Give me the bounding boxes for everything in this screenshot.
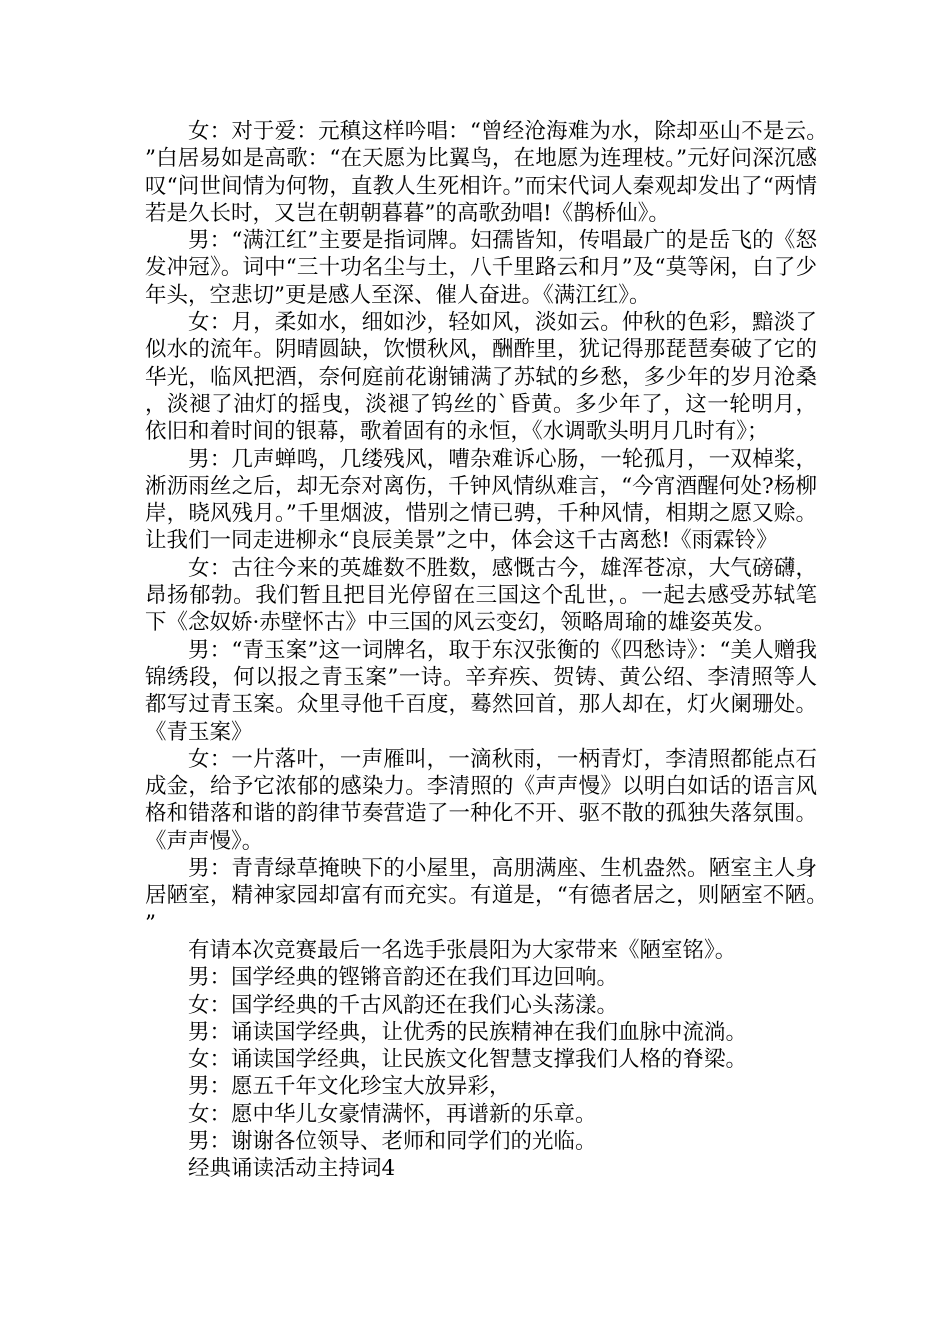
paragraph-male-manjianghong: 男：“满江红”主要是指词牌。妇孺皆知，传唱最广的是岳飞的《怒发冲冠》。词中“三十功名尘与土，八千里路云和月”及“莫等闲，白了少年头，空悲切”更是感人至深、催人奋进。《满江红》。 <box>145 228 817 308</box>
paragraph-female-chibi: 女：古往今来的英雄数不胜数，感慨古今，雄浑苍凉，大气磅礴，昂扬郁勃。我们暂且把目光停留在三国这个乱世，。一起去感受苏轼笔下《念奴娇·赤壁怀古》中三国的风云变幻，领略周瑜的雄姿英发。 <box>145 555 817 636</box>
line-male-3: 男：愿五千年文化珍宝大放异彩， <box>188 1074 511 1100</box>
paragraph-female-shengshengman: 女：一片落叶，一声雁叫，一滴秋雨，一柄青灯，李清照都能点石成金，给予它浓郁的感染力。李清照的《声声慢》以明白如话的语言风格和错落和谐的韵律节奏营造了一种化不开、驱不散的孤独失落氛围。《声声慢》。 <box>145 746 817 854</box>
line-female-3: 女：愿中华儿女豪情满怀，再谱新的乐章。 <box>188 1101 597 1127</box>
section-heading: 经典诵读活动主持词4 <box>188 1156 396 1182</box>
paragraph-male-yulinling: 男：几声蝉鸣，几缕残风，嘈杂难诉心肠，一轮孤月，一双棹桨，淅沥雨丝之后，却无奈对离伤，千钟风情纵难言，“今宵酒醒何处?杨柳岸，晓风残月。”千里烟波，惜别之情已骋，千种风情，相期之愿又赊。让我们一同走进柳永“良辰美景”之中，体会这千古离愁!《雨霖铃》 <box>145 446 817 554</box>
paragraph-female-love: 女：对于爱：元稹这样吟唱：“曾经沧海难为水，除却巫山不是云。”白居易如是高歌：“在天愿为比翼鸟，在地愿为连理枝。”元好问深沉感叹“问世间情为何物，直教人生死相许。”而宋代词人秦观却发出了“两情若是久长时，又岂在朝朝暮暮”的高歌劲唱!《鹊桥仙》。 <box>145 119 817 226</box>
line-female-1: 女：国学经典的千古风韵还在我们心头荡漾。 <box>188 992 619 1018</box>
line-male-4: 男：谢谢各位领导、老师和同学们的光临。 <box>188 1128 597 1154</box>
line-invite: 有请本次竞赛最后一名选手张晨阳为大家带来《陋室铭》。 <box>188 937 737 963</box>
document-body <box>145 118 817 1183</box>
paragraph-male-qingyuan: 男：“青玉案”这一词牌名，取于东汉张衡的《四愁诗》：“美人赠我锦绣段，何以报之青玉案”一诗。辛弃疾、贺铸、黄公绍、李清照等人都写过青玉案。众里寻他千百度，蓦然回首，那人却在，灯火阑珊处。《青玉案》 <box>145 637 817 745</box>
line-male-1: 男：国学经典的铿锵音韵还在我们耳边回响。 <box>188 965 619 991</box>
paragraph-male-loushi: 男：青青绿草掩映下的小屋里，高朋满座、生机盎然。陋室主人身居陋室，精神家园却富有而充实。有道是，“有德者居之，则陋室不陋。” <box>145 856 817 936</box>
line-male-2: 男：诵读国学经典，让优秀的民族精神在我们血脉中流淌。 <box>188 1019 748 1045</box>
line-female-2: 女：诵读国学经典，让民族文化智慧支撑我们人格的脊梁。 <box>188 1047 748 1073</box>
paragraph-female-moon: 女：月，柔如水，细如沙，轻如风，淡如云。仲秋的色彩，黯淡了似水的流年。阴晴圆缺，饮惯秋风，酬酢里，犹记得那琵琶奏破了它的华光，临风把酒，奈何庭前花谢铺满了苏轼的乡愁，多少年的岁月沧桑，淡褪了油灯的摇曳，淡褪了钨丝的`昏黄。多少年了，这一轮明月，依旧和着时间的银幕，歌着固有的永恒，《水调歌头明月几时有》； <box>145 310 817 445</box>
